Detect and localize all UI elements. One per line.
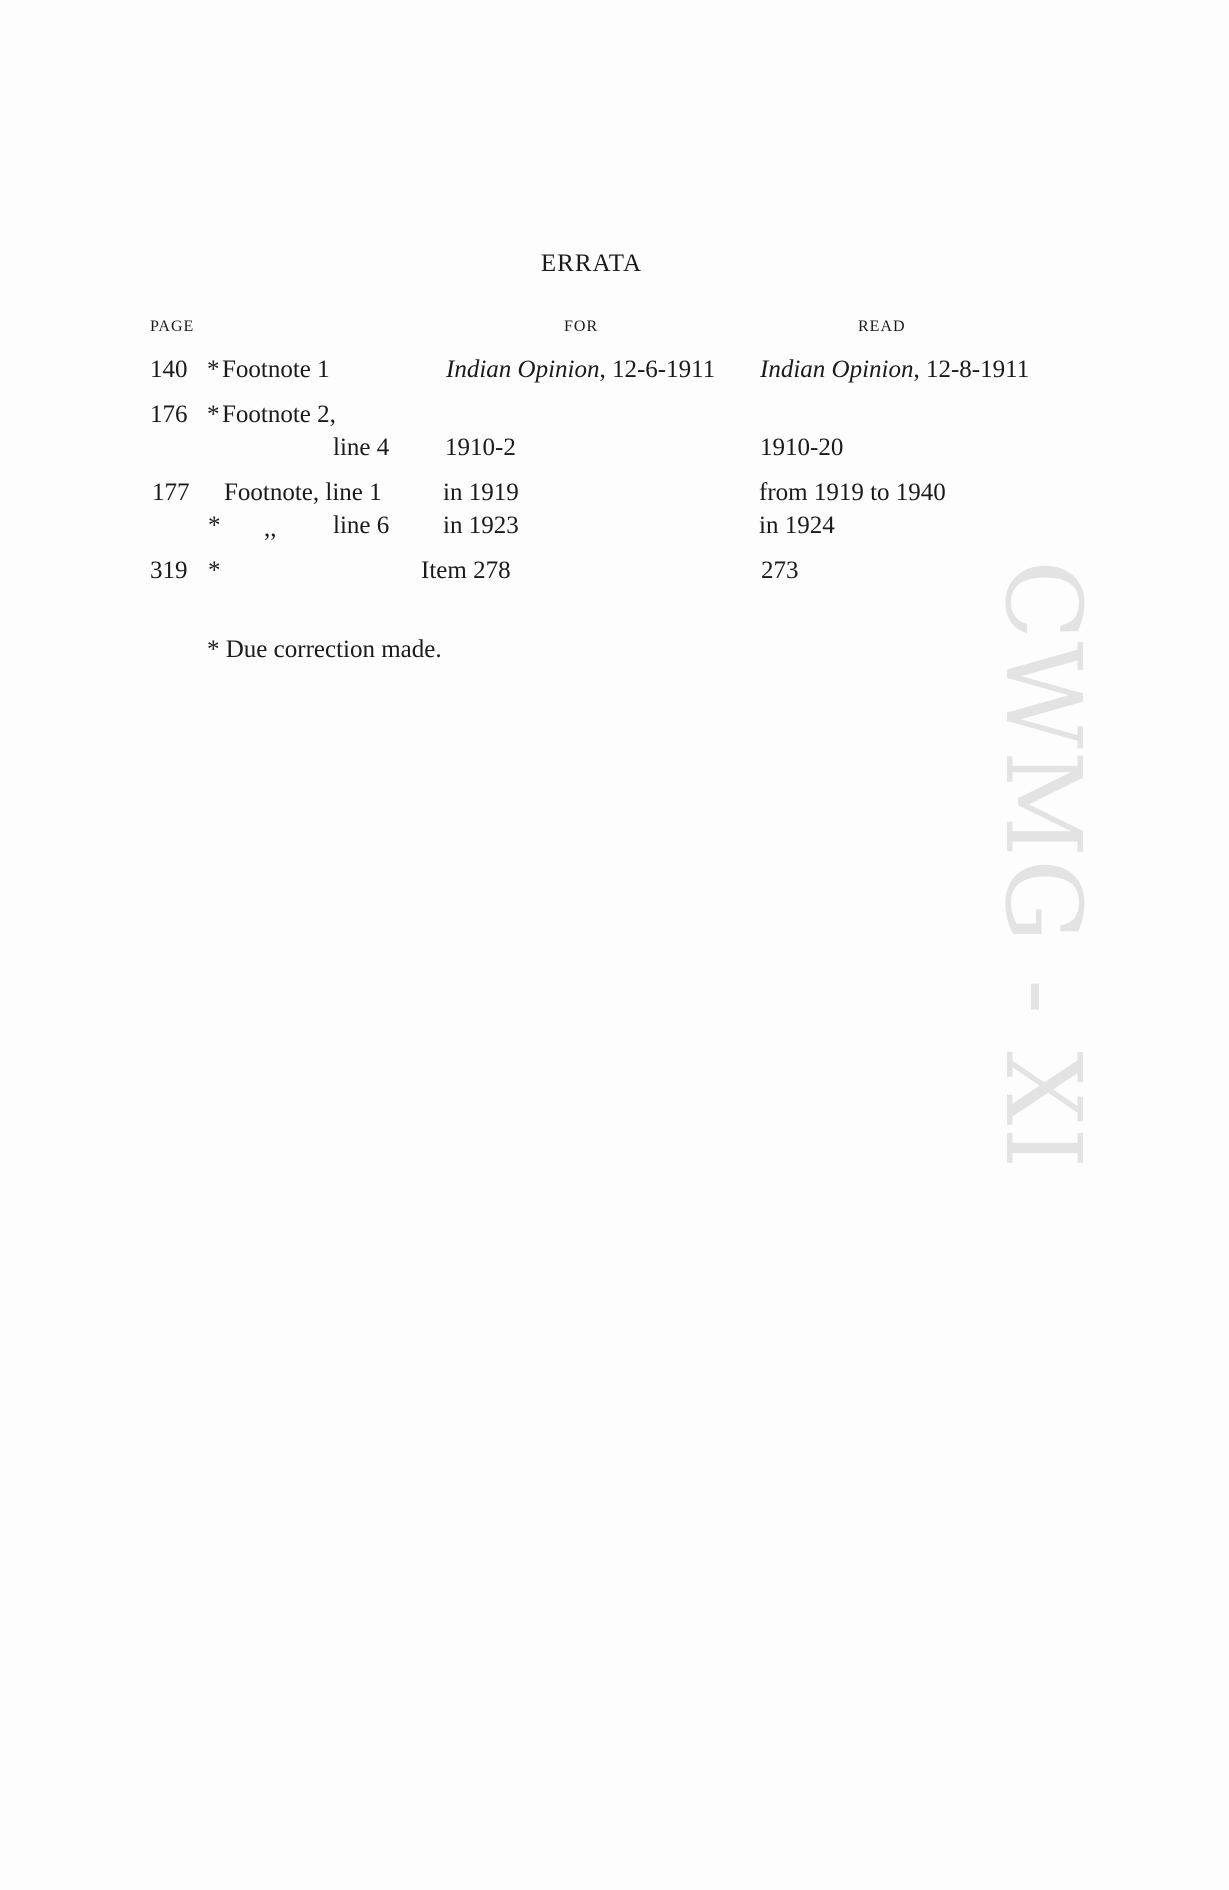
row-for-text: in 1919 [443, 479, 519, 506]
row-page-number: 319 [150, 557, 188, 584]
row-location-line2: line 4 [333, 434, 390, 461]
row-for-text [446, 357, 715, 382]
row-location: Footnote, line 1 [224, 479, 382, 506]
page-title: ERRATA [540, 250, 643, 277]
read-italic-text: Indian Opinion [760, 356, 914, 383]
column-header-page: PAGE [150, 318, 195, 335]
row-for-text: in 1923 [443, 512, 519, 539]
row-page-number: 177 [152, 479, 190, 506]
row-for-text: 1910-2 [445, 434, 516, 461]
ditto-mark: ,, [264, 515, 277, 542]
watermark: CWMG - XI [982, 560, 1104, 1171]
correction-marker: * [208, 557, 221, 584]
read-plain-text: , 12-8-1911 [913, 356, 1030, 383]
row-location: Footnote 2, [222, 401, 336, 428]
correction-marker: * [207, 356, 220, 383]
row-page-number: 140 [150, 356, 188, 383]
row-location: line 6 [333, 512, 390, 539]
row-read-text: in 1924 [759, 512, 835, 539]
column-header-for: FOR [564, 318, 599, 335]
row-read-text: 273 [761, 557, 799, 584]
row-read-text [760, 357, 1029, 382]
for-plain-text: , 12-6-1911 [599, 356, 716, 383]
correction-marker: * [208, 512, 221, 539]
footnote-note: * Due correction made. [207, 636, 442, 663]
row-read-text: 1910-20 [760, 434, 844, 461]
correction-marker: * [207, 401, 220, 428]
row-for-text: Item 278 [421, 557, 511, 584]
row-location: Footnote 1 [222, 356, 330, 383]
row-page-number: 176 [150, 401, 188, 428]
column-header-read: READ [858, 318, 906, 335]
for-italic-text: Indian Opinion [446, 356, 600, 383]
row-read-text: from 1919 to 1940 [759, 479, 946, 506]
